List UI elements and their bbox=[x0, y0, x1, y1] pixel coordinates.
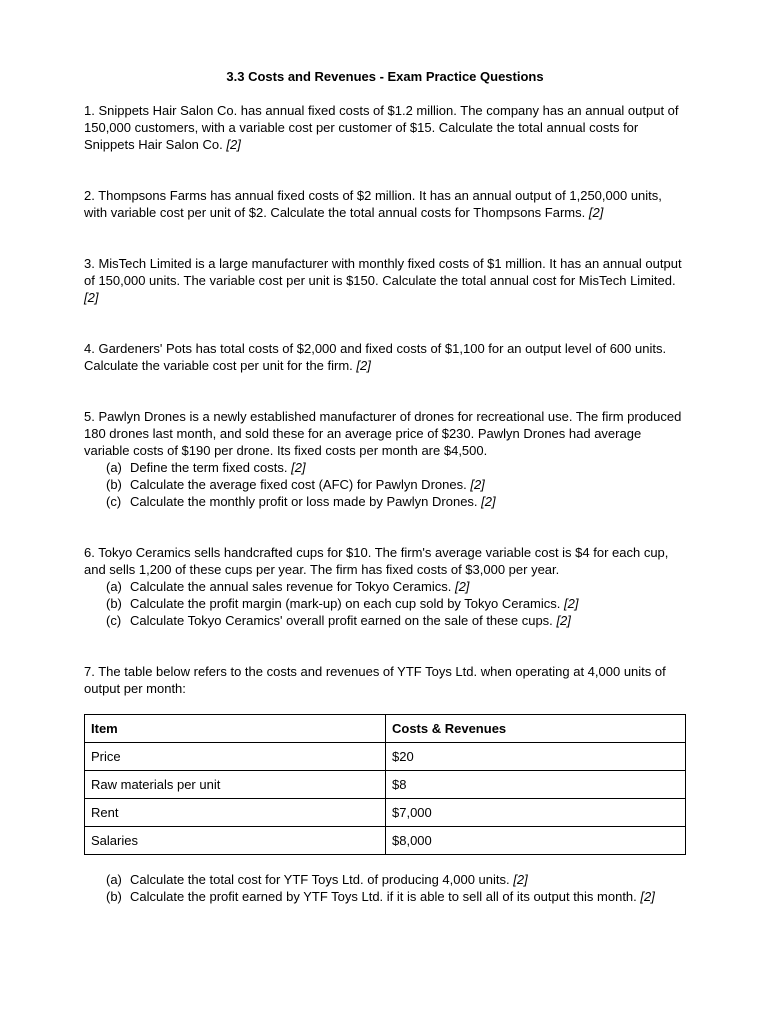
question-text: 6. Tokyo Ceramics sells handcrafted cups for $10. The firm's average variable cost is $4 for each cup, and sells 1,200 of these cups per year. The firm has fixed costs of $3,000 per year. bbox=[84, 545, 669, 577]
document-page bbox=[84, 68, 686, 905]
question-text bbox=[84, 187, 686, 221]
sub-question bbox=[106, 476, 686, 493]
marks-label: [2] bbox=[481, 494, 496, 509]
question-7 bbox=[84, 663, 686, 905]
sub-question-label: (a) bbox=[106, 579, 122, 594]
table-header-row bbox=[85, 715, 686, 743]
question-body: 1. Snippets Hair Salon Co. has annual fixed costs of $1.2 million. The company has an annual output of 150,000 customers, with a variable cost per customer of $15. Calculate the total annual costs for Snippets Hair Salon Co. bbox=[84, 103, 679, 152]
marks-label: [2] bbox=[84, 290, 99, 305]
sub-question-list bbox=[84, 578, 686, 629]
sub-question-label: (b) bbox=[106, 889, 122, 904]
marks-label: [2] bbox=[588, 205, 604, 220]
sub-question-text: Calculate the profit margin (mark-up) on each cup sold by Tokyo Ceramics. bbox=[130, 596, 561, 611]
sub-question-label: (c) bbox=[106, 494, 122, 509]
question-1 bbox=[84, 102, 686, 153]
question-body: 2. Thompsons Farms has annual fixed costs of $2 million. It has an annual output of 1,250,000 units, with variable cost per unit of $2. Calculate the total annual costs for Thompsons Farms. bbox=[84, 188, 662, 220]
table-row bbox=[85, 827, 686, 855]
sub-question bbox=[106, 493, 686, 510]
question-text: 5. Pawlyn Drones is a newly established manufacturer of drones for recreational use. The firm produced 180 drones last month, and sold these for an average price of $230. Pawlyn Drones had average variable costs of $190 per drone. Its fixed costs per month are $4,500. bbox=[84, 409, 682, 458]
marks-label: [2] bbox=[226, 137, 241, 152]
sub-question-text: Calculate Tokyo Ceramics' overall profit earned on the sale of these cups. bbox=[130, 613, 553, 628]
sub-question-label: (a) bbox=[106, 460, 122, 475]
sub-question-list bbox=[84, 459, 686, 510]
marks-label: [2] bbox=[564, 596, 579, 611]
table-row bbox=[85, 799, 686, 827]
question-text bbox=[84, 102, 686, 153]
table-cell: Raw materials per unit bbox=[85, 771, 386, 799]
question-body: 4. Gardeners' Pots has total costs of $2,000 and fixed costs of $1,100 for an output level of 600 units. Calculate the variable cost per unit for the firm. bbox=[84, 341, 667, 373]
costs-table bbox=[84, 714, 686, 855]
sub-question-text: Calculate the annual sales revenue for Tokyo Ceramics. bbox=[130, 579, 452, 594]
table-cell: $7,000 bbox=[386, 799, 686, 827]
sub-question-text: Calculate the average fixed cost (AFC) for Pawlyn Drones. bbox=[130, 477, 467, 492]
marks-label: [2] bbox=[454, 579, 470, 594]
table-cell: $8 bbox=[386, 771, 686, 799]
table-cell: $8,000 bbox=[386, 827, 686, 855]
marks-label: [2] bbox=[513, 872, 528, 887]
sub-question bbox=[106, 871, 686, 888]
marks-label: [2] bbox=[470, 477, 485, 492]
sub-question bbox=[106, 459, 686, 476]
table-cell: Rent bbox=[85, 799, 386, 827]
question-text bbox=[84, 340, 686, 374]
marks-label: [2] bbox=[356, 358, 371, 373]
question-3 bbox=[84, 255, 686, 306]
table-cell: Salaries bbox=[85, 827, 386, 855]
sub-question-text: Calculate the total cost for YTF Toys Ltd. of producing 4,000 units. bbox=[130, 872, 510, 887]
sub-question bbox=[106, 578, 686, 595]
question-text: 7. The table below refers to the costs and revenues of YTF Toys Ltd. when operating at 4,000 units of output per month: bbox=[84, 664, 666, 696]
sub-question-label: (a) bbox=[106, 872, 122, 887]
sub-question bbox=[106, 888, 686, 905]
sub-question-label: (b) bbox=[106, 477, 122, 492]
marks-label: [2] bbox=[640, 889, 655, 904]
sub-question-label: (c) bbox=[106, 613, 122, 628]
table-row bbox=[85, 771, 686, 799]
question-2 bbox=[84, 187, 686, 221]
table-header-cell: Item bbox=[85, 715, 386, 743]
question-4 bbox=[84, 340, 686, 374]
sub-question-text: Calculate the monthly profit or loss made by Pawlyn Drones. bbox=[130, 494, 478, 509]
question-5 bbox=[84, 408, 686, 510]
marks-label: [2] bbox=[291, 460, 306, 475]
page-title: 3.3 Costs and Revenues - Exam Practice Questions bbox=[226, 69, 544, 84]
marks-label: [2] bbox=[556, 613, 571, 628]
sub-question-label: (b) bbox=[106, 596, 122, 611]
question-body: 3. MisTech Limited is a large manufacturer with monthly fixed costs of $1 million. It has an annual output of 150,000 units. The variable cost per unit is $150. Calculate the total annual cost for MisTech Limited. bbox=[84, 256, 682, 288]
table-header-cell: Costs & Revenues bbox=[386, 715, 686, 743]
sub-question bbox=[106, 595, 686, 612]
sub-question-list bbox=[84, 871, 686, 905]
question-text bbox=[84, 255, 686, 306]
question-6 bbox=[84, 544, 686, 629]
sub-question bbox=[106, 612, 686, 629]
table-cell: $20 bbox=[386, 743, 686, 771]
sub-question-text: Define the term fixed costs. bbox=[130, 460, 288, 475]
table-row bbox=[85, 743, 686, 771]
table-cell: Price bbox=[85, 743, 386, 771]
sub-question-text: Calculate the profit earned by YTF Toys Ltd. if it is able to sell all of its output this month. bbox=[130, 889, 637, 904]
